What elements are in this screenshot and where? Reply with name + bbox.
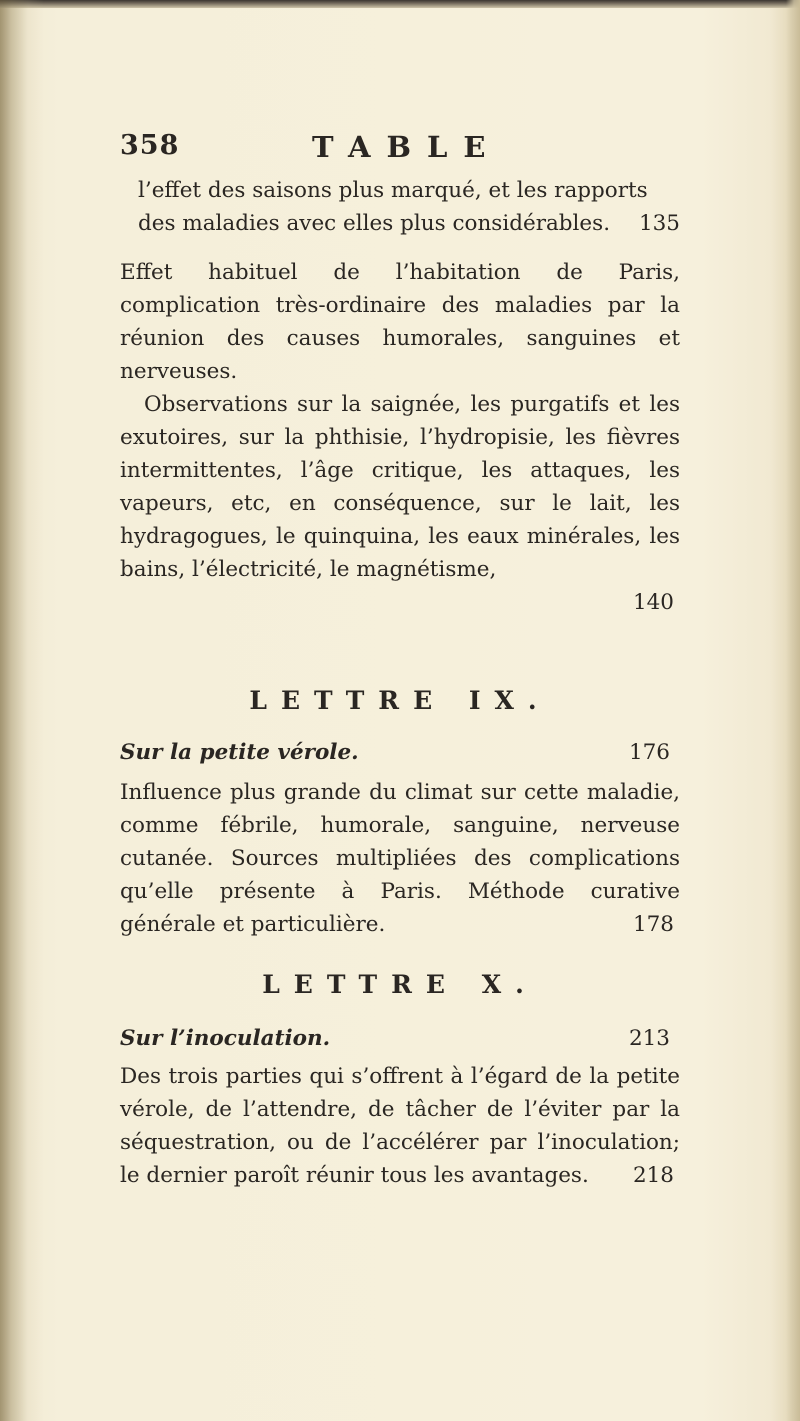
page-reference: 140 bbox=[632, 590, 674, 615]
entry-observations: Observations sur la saignée, les purgatifs et les exutoires, sur la phthisie, l’hydropisie, les fièvres intermittentes, l’âge critique, les attaques, les vapeurs, etc, en conséquence, sur le lait, les hydragogues, le quinquina, les eaux minérales, les bains, l’électricité, le magnétisme, bbox=[120, 392, 680, 582]
entry-habitation bbox=[120, 256, 680, 619]
entry-last-line bbox=[120, 207, 680, 240]
entry-continued bbox=[120, 174, 680, 240]
page-reference: 176 bbox=[628, 740, 670, 765]
page-header bbox=[120, 130, 680, 174]
entry-line: des maladies avec elles plus considérables. bbox=[138, 211, 611, 236]
section-heading-lettre-ix: LETTRE IX. bbox=[249, 686, 551, 715]
entry-line: l’effet des saisons plus marqué, et les rapports bbox=[138, 178, 648, 203]
subtitle-inoculation: Sur l’inoculation. bbox=[120, 1026, 331, 1051]
entry-text: Influence plus grande du climat sur cette maladie, comme fébrile, humorale, sanguine, nerveuse cutanée. Sources multipliées des complications qu’elle présente à Paris. Méthode curative générale et particulière. bbox=[120, 780, 680, 937]
section-heading-lettre-x: LETTRE X. bbox=[262, 970, 538, 999]
running-title: TABLE bbox=[312, 130, 502, 164]
subtitle-line-ix bbox=[120, 736, 680, 770]
entry-text: Effet habituel de l’habitation de Paris, complication très-ordinaire des maladies par la réunion des causes humorales, sanguines et nerveuses. bbox=[120, 260, 680, 384]
page-reference: 178 bbox=[632, 912, 674, 937]
page-reference: 218 bbox=[632, 1163, 674, 1188]
subtitle-line-x bbox=[120, 1022, 680, 1056]
entry-trois-parties bbox=[120, 1060, 680, 1192]
subtitle-petite-verole: Sur la petite vérole. bbox=[120, 740, 359, 765]
page-right-edge bbox=[786, 0, 800, 1421]
page-reference: 213 bbox=[628, 1026, 670, 1051]
page-top-edge bbox=[0, 0, 800, 8]
page-reference: 135 bbox=[638, 211, 680, 236]
page-number: 358 bbox=[120, 130, 180, 161]
entry-influence bbox=[120, 776, 680, 941]
entry-text: Des trois parties qui s’offrent à l’égard de la petite vérole, de l’attendre, de tâcher de l’éviter par la séquestration, ou de l’accélérer par l’inoculation; le dernier paroît réunir tous les avantages. bbox=[120, 1064, 680, 1188]
binding-shadow bbox=[0, 0, 44, 1421]
